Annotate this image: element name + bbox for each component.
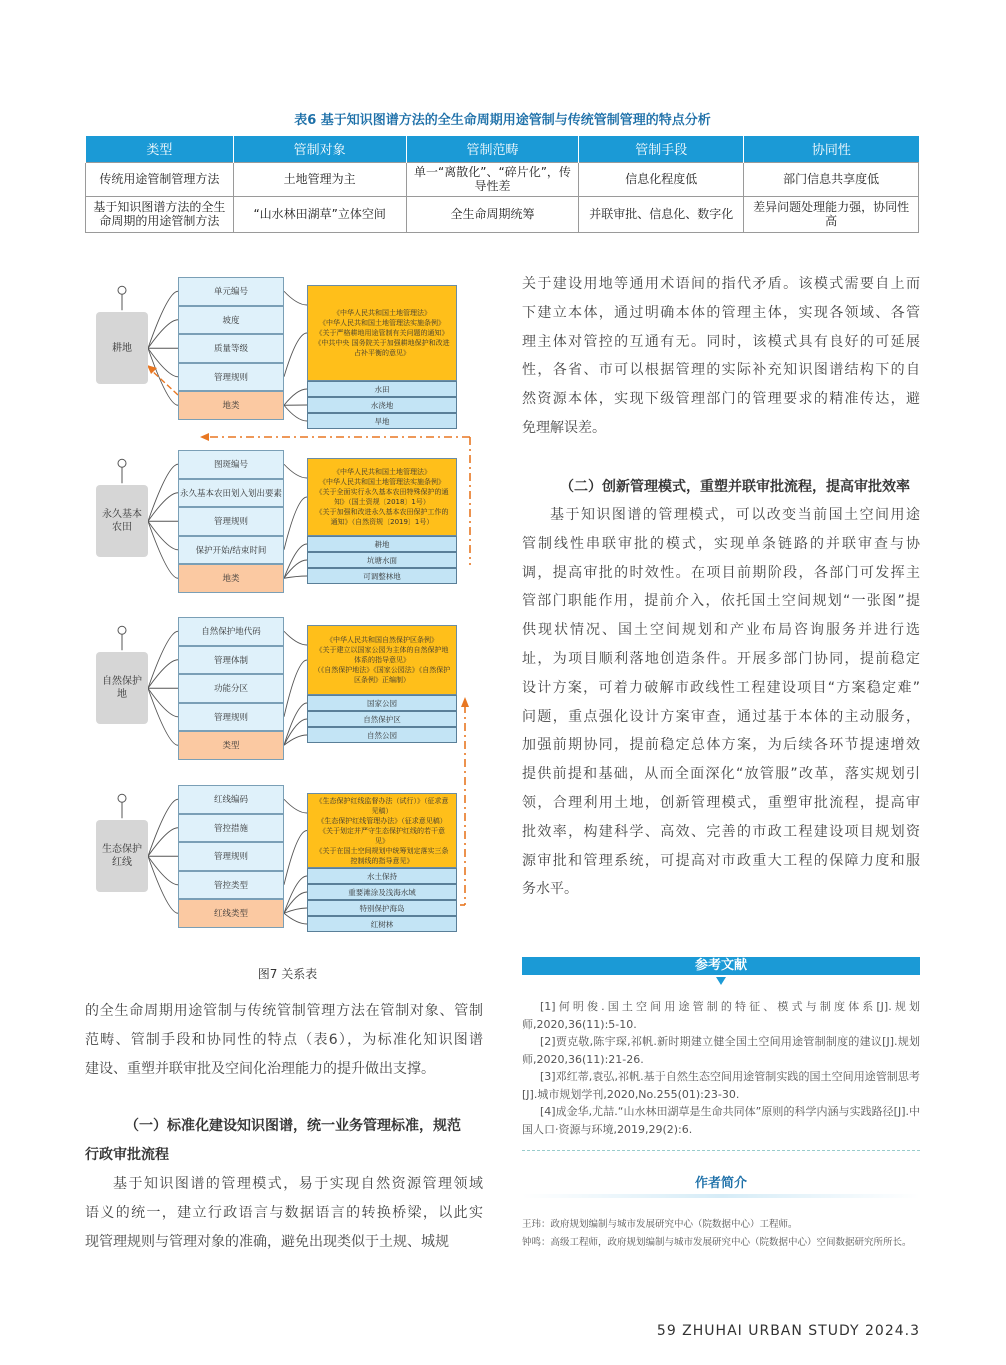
text-line: 提供前提和基础，从而全面深化“放管服”改革，落实规划引 [522,766,920,783]
attribute-field: 功能分区 [178,674,284,703]
left-column-paragraph [85,997,483,1083]
attribute-field: 红线编码 [178,785,284,814]
attribute-field: 红线类型 [178,899,284,928]
text-line: 语义的统一，建立行政语言与数据语言的转换桥梁，以此实 [85,1204,483,1221]
reference-item: [4]成金华,尤喆.“山水林田湖草是生命共同体”原则的科学内涵与实践路径[J].中国人口·资源与环境,2019,29(2):6. [522,1105,920,1136]
text-line: 加强前期协同，提前稳定总体方案，为后续各环节提速增效 [522,737,920,754]
category-value: 重要滩涂及浅海水域 [307,884,457,900]
table-cell: 差异问题处理能力强，协同性高 [744,196,919,232]
entity-node: 自然保护地 [96,652,148,724]
table-cell: 全生命周期统筹 [406,196,579,232]
table-row [86,196,919,232]
table-cell: 土地管理为主 [233,162,406,196]
attribute-field: 保护开始/结束时间 [178,536,284,565]
table-header-cell: 类型 [86,136,234,162]
comparison-table [85,136,919,233]
connector-curve [148,799,178,856]
connector-curve [284,735,307,745]
attribute-field: 地类 [178,564,284,593]
section-1-heading-cont: 行政审批流程 [85,1147,169,1163]
author-item: 钟鸣：高级工程师，政府规划编制与城市发展研究中心（院数据中心）空间数据研究所所长。 [522,1237,912,1248]
table-cell: 并联审批、信息化、数字化 [579,196,744,232]
text-line: 管部门职能作用，提前介入，依托国土空间规划“一张图”提 [522,593,920,610]
author-list [522,1216,922,1252]
text-line: 务水平。 [522,881,578,898]
table-header-cell: 管制对象 [233,136,406,162]
connector-curve [284,719,307,745]
down-triangle-icon [716,977,726,985]
category-value: 自然公园 [307,727,457,743]
connector-curve [148,493,178,522]
relation-diagram [85,265,490,965]
reference-item: [3]邓红蒂,袁弘,祁帆.基于自然生态空间用途管制实践的国土空间用途管制思考[J].城市规划学刊,2020,No.255(01):23-30. [522,1070,920,1101]
attribute-field: 管控措施 [178,814,284,843]
connector-curve [284,464,307,478]
reference-item: [1]何明俊.国土空间用途管制的特征、模式与制度体系[J].规划师,2020,36(11):5-10. [522,1000,920,1031]
text-line: 的全生命周期用途管制与传统管制管理方法在管制对象、管制 [85,1003,483,1019]
category-value: 水浇地 [307,397,457,413]
connector-curve [284,908,307,913]
table-cell: 信息化程度低 [579,162,744,196]
attribute-field: 单元编号 [178,277,284,306]
connector-curve [284,913,307,924]
attribute-field: 类型 [178,731,284,760]
text-line: 址，为项目顺利落地创造条件。开展多部门协同，提前稳定 [522,650,920,667]
connector-curve [148,828,178,857]
entity-node: 耕地 [96,312,148,384]
attribute-field: 图斑编号 [178,450,284,479]
text-line: 领，合理利用土地，创新管理模式，重塑审批流程，提高审 [522,794,920,811]
author-title: 作者简介 [694,1176,747,1191]
references-list [522,998,920,1138]
entity-key-marker [118,626,126,634]
arrow-head-icon [147,365,157,374]
connector-curve [284,291,307,305]
section-1-paragraph [85,1170,483,1256]
connector-curve [148,320,178,349]
category-value: 特别保护海岛 [307,900,457,916]
text-line: 设计方案，可着力破解市政线性工程建设项目“方案稳定难” [522,679,920,696]
connector-curve [284,497,307,550]
text-line: 下建立本体，通过明确本体的管理主体，实现各领域、各管 [522,304,920,321]
category-value: 水土保持 [307,868,457,884]
connector-curve [148,464,178,521]
attribute-field: 管理体制 [178,646,284,675]
table-row [86,162,919,196]
author-item: 王玮：政府规划编制与城市发展研究中心（院数据中心）工程师。 [522,1219,798,1230]
table-header-cell: 管制范畴 [406,136,579,162]
entity-node: 生态保护红线 [96,820,148,892]
connector-curve [148,521,178,578]
text-line: 问题，重点强化设计方案审查，通过基于本体的主动服务， [522,708,920,725]
arrow-head-icon [200,433,209,441]
section-2-heading: （二）创新管理模式，重塑并联审批流程，提高审批效率 [560,479,910,495]
attribute-field: 管理规则 [178,363,284,392]
table-cell: 基于知识图谱方法的全生命周期的用途管制方法 [86,196,234,232]
author-divider [522,1194,920,1198]
category-value: 国家公园 [307,695,457,711]
text-line: 管制线性串联审批的模式，实现单条链路的并联审查与协 [522,535,920,552]
connector-curve [284,389,307,405]
connector-curve [284,799,307,813]
connector-curve [148,856,178,885]
category-value: 可调整林地 [307,568,457,584]
connector-curve [148,688,178,745]
entity-key-marker [118,794,126,802]
entity-key-marker [118,286,126,294]
attribute-field: 管理规则 [178,507,284,536]
connector-curve [284,576,307,578]
connector-curve [148,348,178,405]
category-value: 红树林 [307,916,457,932]
connector-curve [284,405,307,421]
entity-node: 永久基本农田 [96,485,148,557]
attribute-field: 地类 [178,391,284,420]
text-line: 建设、重塑并联审批及空间化治理能力的提升做出支撑。 [85,1060,435,1077]
text-line: 然资源本体，实现下级管理部门的管理要求的精准传达，避 [522,391,920,408]
text-line: 范畴、管制手段和协同性的特点（表6），为标准化知识图谱 [85,1031,483,1048]
connector-curve [284,892,307,913]
text-line: 关于建设用地等通用术语间的指代矛盾。该模式需要自上而 [522,276,920,292]
text-line: 调，提高审批的时效性。在项目前期阶段，各部门可发挥主 [522,564,920,581]
attribute-field: 坡度 [178,306,284,335]
connector-curve [148,291,178,348]
connector-curve [148,631,178,688]
regulation-box: 《中华人民共和国土地管理法》 《中华人民共和国土地管理法实施条例》 《关于严格耕地用途管制有关问题的通知》 《中共中央 国务院关于加强耕地保护和改进占补平衡的意见》 [307,285,457,381]
connector-curve [148,521,178,550]
entity-key-marker [118,459,126,467]
text-line: 理主体对管控的互通有无。同时，该模式具有良好的可延展 [522,333,920,350]
table-title: 表6 基于知识图谱方法的全生命周期用途管制与传统管制管理的特点分析 [294,113,711,128]
text-line: 性，各省、市可以根据管理的实际补充知识图谱结构下的自 [522,362,920,379]
regulation-box: 《中华人民共和国自然保护区条例》 《关于建立以国家公园为主体的自然保护地体系的指导意见》 （《自然保护地法》《国家公园法》《自然保护区条例》正编制） [307,625,457,695]
connector-curve [284,660,307,717]
text-line: 批效率，构建科学、高效、完善的市政工程建设项目规划资 [522,823,920,840]
connector-curve [284,631,307,645]
connector-curve [148,856,178,913]
category-value: 坑塘水面 [307,552,457,568]
regulation-box: 《生态保护红线监督办法（试行）》（征求意见稿） 《生态保护红线管理办法》（征求意见稿） 《关于划定并严守生态保护红线的若干意见》 《关于在国土空间规划中统筹划定落实三条控制线的指导意见》 [307,793,457,868]
regulation-box: 《中华人民共和国土地管理法》 《中华人民共和国土地管理法实施条例》 《关于全面实行永久基本农田特殊保护的通知》（国土资规〔2018〕1号） 《关于加强和改进永久基本农田保护工作的通知》（自然资规〔2019〕1号） [307,458,457,536]
right-column-paragraph [522,270,920,443]
table-header-cell: 管制手段 [579,136,744,162]
figure-caption: 图7 关系表 [257,967,318,981]
category-value: 自然保护区 [307,711,457,727]
page-footer: 59 ZHUHAI URBAN STUDY 2024.3 [656,1323,920,1339]
text-line: 基于知识图谱的管理模式，易于实现自然资源管理领域 [113,1176,483,1192]
connector-curve [148,660,178,689]
arrow-head-icon [461,697,469,707]
table-header-cell: 协同性 [744,136,919,162]
text-line: 源审批和管理系统，可提高对市政重大工程的保障力度和服 [522,852,920,869]
references-title: 参考文献 [522,957,920,975]
table-cell: 传统用途管制管理方法 [86,162,234,196]
table-cell: 单一“离散化”、“碎片化”，传导性差 [406,162,579,196]
attribute-field: 管理规则 [178,842,284,871]
text-line: 供现状情况、国土空间规划和产业布局咨询服务并进行选 [522,622,920,639]
text-line: 现管理规则与管理对象的准确，避免出现类似于土规、城规 [85,1233,449,1250]
attribute-field: 管控类型 [178,871,284,900]
attribute-field: 自然保护地代码 [178,617,284,646]
attribute-field: 永久基本农田划入划出要素 [178,479,284,508]
connector-curve [284,333,307,377]
table-cell: 部门信息共享度低 [744,162,919,196]
category-value: 耕地 [307,536,457,552]
connector-line [150,369,178,395]
divider [522,1150,920,1151]
attribute-field: 管理规则 [178,703,284,732]
section-1-heading: （一）标准化建设知识图谱，统一业务管理标准，规范 [125,1118,461,1134]
connector-curve [148,688,178,717]
attribute-field: 质量等级 [178,334,284,363]
text-line: 免理解误差。 [522,419,606,436]
table-cell: “山水林田湖草”立体空间 [233,196,406,232]
section-2-paragraph [522,501,920,904]
category-value: 旱地 [307,413,457,429]
table-header-row [86,136,919,162]
text-line: 基于知识图谱的管理模式，可以改变当前国土空间用途 [550,507,920,523]
category-value: 水田 [307,381,457,397]
reference-item: [2]贾克敬,陈宇琛,祁帆.新时期建立健全国土空间用途管制制度的建议[J].规划师,2020,36(11):21-26. [522,1035,920,1066]
